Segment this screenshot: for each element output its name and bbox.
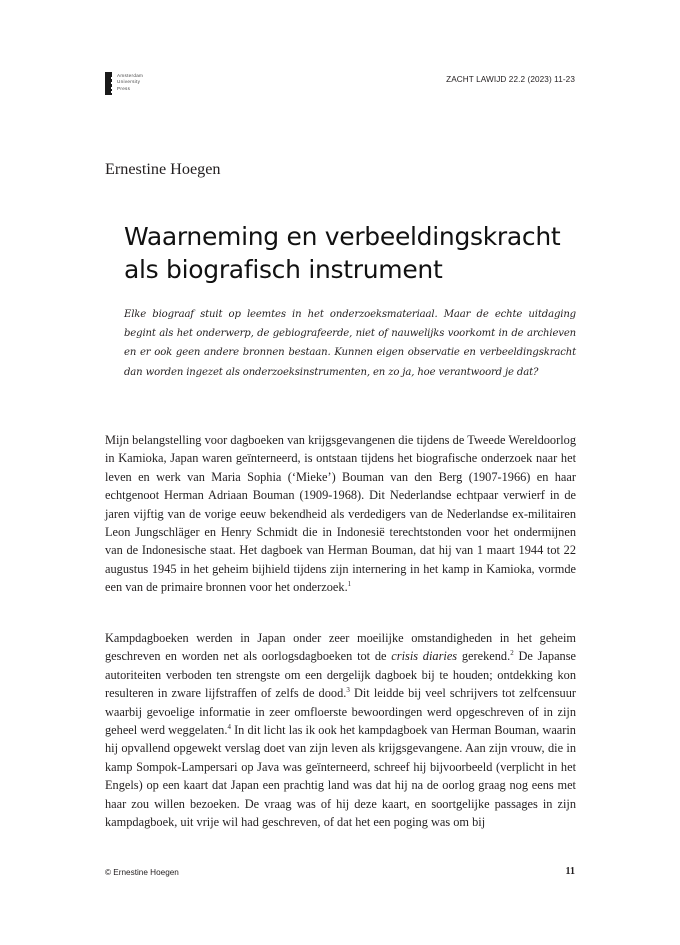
paragraph-text: Mijn belangstelling voor dagboeken van krijgsgevangenen die tijdens de Tweede Wereldoorlog in Kamioka, Japan waren geïnterneerd, is ontstaan tijdens het biografische onderzoek naar het leven en werk van Maria Sophia (‘Mieke’) Bouman van den Berg (1907-1966) en haar echtgenoot Herman Adriaan Bouman (1909-1968). Dit Nederlandse echtpaar verwierf in de jaren vijftig van de vorige eeuw bekendheid als verdedigers van de Nederlandse ex-militairen Leon Jungschläger en Henry Schmidt die in Indonesië terechtstonden voor het ondermijnen van de Indonesische staat. Het dagboek van Herman Bouman, dat hij van 1 maart 1944 tot 22 augustus 1945 in het geheim bijhield tijdens zijn internering in het kamp in Kamioka, vormde een van de primaire bronnen voor het onderzoek. [105,433,576,595]
logo-line: Press [117,85,131,91]
article-author: Ernestine Hoegen [105,160,221,178]
italic-term: crisis diaries [391,649,458,664]
paragraph-text: De Japanse autoriteiten verboden ten strengste om een dergelijk dagboek bij te houden; ontdekking kon resulteren in zware lijfstraffen of zelfs de dood. [105,649,577,701]
body-paragraph-2 [105,629,576,831]
article-title [124,220,594,286]
title-line-1: Waarneming en verbeeldingskracht [124,222,561,251]
footnote-ref-4[interactable]: 4 [227,723,231,732]
article-abstract: Elke biograaf stuit op leemtes in het onderzoeksmateriaal. Maar de echte uitdaging begint als het onderwerp, de gebiografeerde, niet of nauwelijks voorkomt in de archieven en er ook geen andere bronnen bestaan. Kunnen eigen observatie en verbeeldingskracht dan worden ingezet als onderzoeksinstrumenten, en zo ja, hoe verantwoord je dat? [124,309,576,378]
footnote-ref-3[interactable]: 3 [346,686,350,695]
footer-copyright: © Ernestine Hoegen [105,868,179,877]
paragraph-text: In dit licht las ik ook het kampdagboek van Herman Bouman, waarin hij opvallend opgewekt verslag doet van zijn leven als krijgsgevangene. Aan zijn vrouw, die in kamp Sompok-Lampersari op Java was geïnterneerd, schreef hij bijvoorbeeld (verplicht in het Engels) op een kaart dat Japan een prachtig land was dat hij na de oorlog graag nog eens met haar zou willen bezoeken. De vraag was of hij deze kaart, en soortgelijke passages in zijn kampdagboek, uit vrije wil had geschreven, of dat het een poging was om bij [105,723,576,830]
publisher-name [117,72,143,92]
journal-reference: ZACHT LAWIJD 22.2 (2023) 11-23 [446,75,575,84]
paragraph-text: Kampdagboeken werden in Japan onder zeer moeilijke omstandigheden in het geheim geschreven en worden net als oorlogsdagboeken tot de [105,631,576,664]
paragraph-text: gerekend. [457,649,511,664]
title-line-2: als biografisch instrument [124,255,443,284]
body-paragraph-1 [105,431,576,597]
page-number: 11 [565,866,575,877]
publisher-logo [105,72,143,95]
aup-logo-icon [105,72,112,95]
footnote-ref-1[interactable]: 1 [347,580,352,589]
paragraph-text: Dit leidde bij veel schrijvers tot zelfcensuur waarbij gevoelige informatie in zeer omfloerste bewoordingen werd opgeschreven of in zijn geheel werd weggelaten. [105,686,576,738]
footnote-ref-2[interactable]: 2 [510,649,514,658]
logo-line: Amsterdam [117,73,144,78]
logo-line: University [117,79,141,85]
